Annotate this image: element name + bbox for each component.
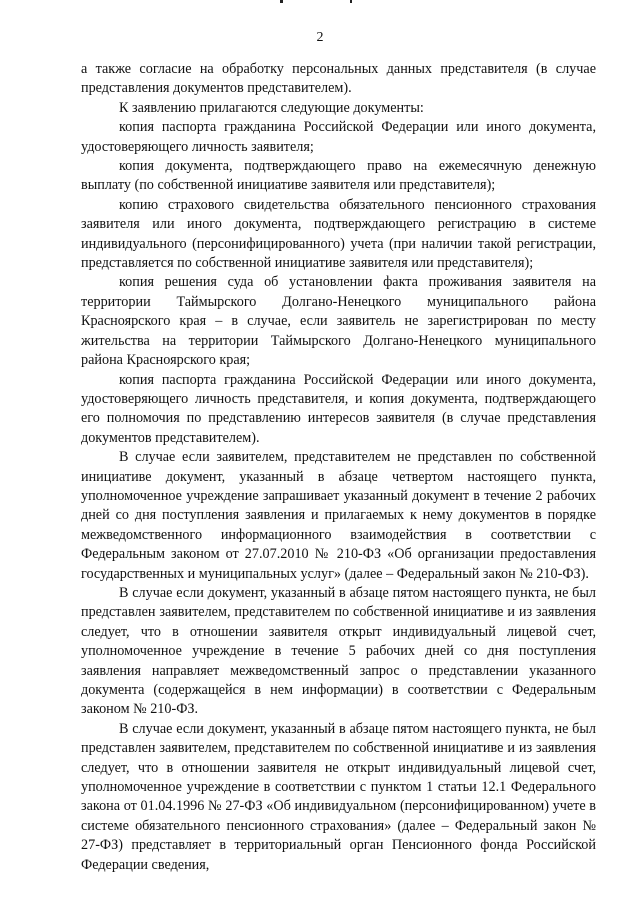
document-body	[81, 60, 596, 875]
paragraph-2: К заявлению прилагаются следующие документы:	[119, 99, 424, 116]
paragraph-6: копия решения суда об установлении факта проживания заявителя на территории Таймырского Долгано-Ненецкого муниципального района Красноярского края – в случае, если заявитель не зарегистрирован по месту жительства на территории Таймырского Долгано-Ненецкого муниципального района Красноярского края;	[81, 274, 596, 369]
paragraph-8: В случае если заявителем, представителем не представлен по собственной инициативе документ, указанный в абзаце четвертом настоящего пункта, уполномоченное учреждение запрашивает указанный документ в течение 2 рабочих дней со дня поступления заявления и прилагаемых к нему документов в порядке межведомственного информационного взаимодействия в соответствии с Федеральным законом от 27.07.2010 № 210-ФЗ «Об организации предоставления государственных и муниципальных услуг» (далее – Федеральный закон № 210-ФЗ).	[81, 449, 596, 582]
paragraph-9: В случае если документ, указанный в абзаце пятом настоящего пункта, не был представлен заявителем, представителем по собственной инициативе и из заявления следует, что в отношении заявителя открыт индивидуальный лицевой счет, уполномоченное учреждение в течение 5 рабочих дней со дня поступления заявления направляет межведомственный запрос о представлении указанного документа (содержащейся в нем информации) в соответствии с Федеральным законом № 210-ФЗ.	[81, 584, 596, 718]
paragraph-7: копия паспорта гражданина Российской Федерации или иного документа, удостоверяющего личность представителя, и копия документа, подтверждающего его полномочия по представлению интересов заявителя (в случае представления документов представителем).	[81, 371, 596, 446]
page-number: 2	[316, 30, 324, 45]
paragraph-1: а также согласие на обработку персональных данных представителя (в случае представления документов представителем).	[81, 61, 596, 97]
paragraph-4: копия документа, подтверждающего право на ежемесячную денежную выплату (по собственной инициативе заявителя или представителя);	[81, 158, 596, 194]
paragraph-10: В случае если документ, указанный в абзаце пятом настоящего пункта, не был представлен заявителем, представителем по собственной инициативе и из заявления следует, что в отношении заявителя не открыт индивидуальный лицевой счет, уполномоченное учреждение в соответствии с пунктом 1 статьи 12.1 Федерального закона от 01.04.1996 № 27-ФЗ «Об индивидуальном (персонифицированном) учете в системе обязательного пенсионного страхования» (далее – Федеральный закон № 27-ФЗ) представляет в территориальный орган Пенсионного фонда Российской Федерации сведения,	[81, 720, 596, 873]
scan-mark-right	[350, 0, 352, 3]
scan-mark-left	[280, 0, 283, 3]
paragraph-3: копия паспорта гражданина Российской Федерации или иного документа, удостоверяющего личность заявителя;	[81, 119, 596, 155]
paragraph-5: копию страхового свидетельства обязательного пенсионного страхования заявителя или иного документа, подтверждающего регистрацию в системе индивидуального (персонифицированного) учета (при наличии такой регистрации, представляется по собственной инициативе заявителя или представителя);	[81, 196, 596, 272]
